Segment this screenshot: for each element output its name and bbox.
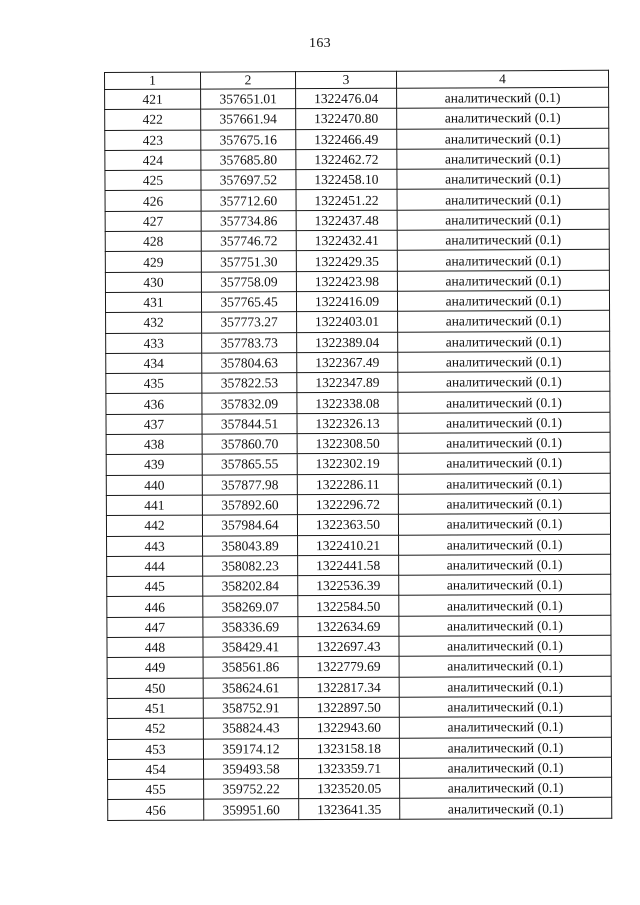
y-coordinate-cell: 1322897.50	[298, 697, 399, 718]
table-row	[106, 493, 610, 515]
point-number-cell: 441	[106, 495, 202, 516]
x-coordinate-cell: 358824.43	[203, 718, 298, 739]
table-row	[107, 635, 611, 657]
table-row	[106, 392, 610, 414]
method-accuracy-cell: аналитический (0.1)	[399, 554, 611, 575]
point-number-cell: 452	[107, 718, 203, 739]
y-coordinate-cell: 1322338.08	[297, 393, 398, 414]
method-accuracy-cell: аналитический (0.1)	[397, 250, 609, 271]
table-row	[107, 534, 611, 556]
method-accuracy-cell: аналитический (0.1)	[399, 635, 611, 656]
y-coordinate-cell: 1322817.34	[298, 677, 399, 698]
page-number: 163	[309, 36, 331, 51]
x-coordinate-cell: 357734.86	[201, 210, 296, 231]
method-accuracy-cell: аналитический (0.1)	[399, 615, 611, 636]
x-coordinate-cell: 357712.60	[201, 190, 296, 211]
table-row	[106, 432, 610, 454]
table-row	[106, 371, 610, 393]
y-coordinate-cell: 1322462.72	[296, 149, 397, 170]
y-coordinate-cell: 1323359.71	[298, 758, 399, 779]
table-row	[105, 290, 609, 312]
table-header	[105, 70, 609, 89]
y-coordinate-cell: 1322416.09	[296, 291, 397, 312]
y-coordinate-cell: 1322584.50	[298, 596, 399, 617]
point-number-cell: 436	[106, 394, 202, 415]
table-row	[107, 676, 611, 698]
table-row	[107, 595, 611, 617]
point-number-cell: 445	[107, 576, 203, 597]
method-accuracy-cell: аналитический (0.1)	[398, 473, 610, 494]
method-accuracy-cell: аналитический (0.1)	[397, 168, 609, 189]
y-coordinate-cell: 1322363.50	[297, 514, 398, 535]
table-row	[107, 615, 611, 637]
x-coordinate-cell: 357892.60	[202, 495, 297, 516]
table-row	[105, 108, 609, 130]
x-coordinate-cell: 358336.69	[203, 616, 298, 637]
method-accuracy-cell: аналитический (0.1)	[399, 737, 611, 758]
y-coordinate-cell: 1322451.22	[296, 190, 397, 211]
point-number-cell: 442	[106, 515, 202, 536]
y-coordinate-cell: 1322536.39	[298, 575, 399, 596]
point-number-cell: 421	[105, 89, 201, 110]
point-number-cell: 429	[105, 251, 201, 272]
point-number-cell: 455	[108, 779, 204, 800]
header-col-3: 3	[296, 71, 397, 88]
table-row	[107, 574, 611, 596]
y-coordinate-cell: 1323520.05	[299, 778, 400, 799]
y-coordinate-cell: 1322476.04	[296, 88, 397, 109]
method-accuracy-cell: аналитический (0.1)	[399, 757, 611, 778]
method-accuracy-cell: аналитический (0.1)	[399, 656, 611, 677]
x-coordinate-cell: 358269.07	[203, 596, 298, 617]
method-accuracy-cell: аналитический (0.1)	[398, 371, 610, 392]
table-row	[108, 777, 612, 799]
table-row	[105, 168, 609, 190]
x-coordinate-cell: 357685.80	[201, 150, 296, 171]
y-coordinate-cell: 1322296.72	[297, 494, 398, 515]
point-number-cell: 437	[106, 414, 202, 435]
coordinates-table	[104, 70, 612, 821]
point-number-cell: 439	[106, 454, 202, 475]
x-coordinate-cell: 359493.58	[203, 758, 298, 779]
method-accuracy-cell: аналитический (0.1)	[399, 574, 611, 595]
x-coordinate-cell: 357675.16	[201, 129, 296, 150]
point-number-cell: 440	[106, 475, 202, 496]
table-row	[107, 554, 611, 576]
point-number-cell: 438	[106, 434, 202, 455]
table-row	[105, 128, 609, 150]
point-number-cell: 430	[105, 272, 201, 293]
x-coordinate-cell: 357804.63	[202, 353, 297, 374]
x-coordinate-cell: 357860.70	[202, 434, 297, 455]
method-accuracy-cell: аналитический (0.1)	[399, 676, 611, 697]
y-coordinate-cell: 1322943.60	[298, 717, 399, 738]
x-coordinate-cell: 359752.22	[204, 779, 299, 800]
method-accuracy-cell: аналитический (0.1)	[397, 270, 609, 291]
y-coordinate-cell: 1322441.58	[298, 555, 399, 576]
table-row	[105, 189, 609, 211]
point-number-cell: 433	[106, 333, 202, 354]
point-number-cell: 432	[106, 312, 202, 333]
y-coordinate-cell: 1322347.89	[297, 372, 398, 393]
point-number-cell: 456	[108, 799, 204, 820]
method-accuracy-cell: аналитический (0.1)	[397, 148, 609, 169]
x-coordinate-cell: 357697.52	[201, 170, 296, 191]
method-accuracy-cell: аналитический (0.1)	[399, 696, 611, 717]
y-coordinate-cell: 1322437.48	[296, 210, 397, 231]
y-coordinate-cell: 1322403.01	[297, 311, 398, 332]
point-number-cell: 435	[106, 373, 202, 394]
point-number-cell: 444	[107, 556, 203, 577]
point-number-cell: 451	[107, 698, 203, 719]
point-number-cell: 422	[105, 109, 201, 130]
table-row	[106, 351, 610, 373]
table-row	[107, 716, 611, 738]
method-accuracy-cell: аналитический (0.1)	[398, 412, 610, 433]
method-accuracy-cell: аналитический (0.1)	[400, 798, 612, 819]
y-coordinate-cell: 1322308.50	[297, 433, 398, 454]
point-number-cell: 446	[107, 596, 203, 617]
point-number-cell: 453	[107, 739, 203, 760]
y-coordinate-cell: 1322432.41	[296, 230, 397, 251]
table-row	[106, 453, 610, 475]
y-coordinate-cell: 1322466.49	[296, 129, 397, 150]
table-row	[106, 473, 610, 495]
point-number-cell: 450	[107, 678, 203, 699]
point-number-cell: 424	[105, 150, 201, 171]
header-row	[105, 70, 609, 89]
x-coordinate-cell: 357773.27	[202, 312, 297, 333]
point-number-cell: 448	[107, 637, 203, 658]
x-coordinate-cell: 357751.30	[201, 251, 296, 272]
table-row	[105, 229, 609, 251]
y-coordinate-cell: 1323641.35	[299, 799, 400, 820]
method-accuracy-cell: аналитический (0.1)	[397, 108, 609, 129]
point-number-cell: 449	[107, 657, 203, 678]
table-row	[108, 798, 612, 820]
x-coordinate-cell: 357783.73	[202, 332, 297, 353]
x-coordinate-cell: 357822.53	[202, 373, 297, 394]
table-row	[107, 757, 611, 779]
method-accuracy-cell: аналитический (0.1)	[398, 311, 610, 332]
method-accuracy-cell: аналитический (0.1)	[398, 331, 610, 352]
table-row	[107, 656, 611, 678]
method-accuracy-cell: аналитический (0.1)	[397, 87, 609, 108]
x-coordinate-cell: 358752.91	[203, 698, 298, 719]
table-row	[105, 270, 609, 292]
method-accuracy-cell: аналитический (0.1)	[399, 534, 611, 555]
y-coordinate-cell: 1322389.04	[297, 332, 398, 353]
method-accuracy-cell: аналитический (0.1)	[398, 392, 610, 413]
table-row	[106, 514, 610, 536]
header-col-2: 2	[201, 72, 296, 89]
point-number-cell: 427	[105, 211, 201, 232]
x-coordinate-cell: 357661.94	[201, 109, 296, 130]
method-accuracy-cell: аналитический (0.1)	[399, 716, 611, 737]
x-coordinate-cell: 357865.55	[202, 454, 297, 475]
table-row	[107, 696, 611, 718]
table-row	[105, 148, 609, 170]
point-number-cell: 443	[107, 536, 203, 557]
point-number-cell: 425	[105, 170, 201, 191]
x-coordinate-cell: 358202.84	[203, 576, 298, 597]
method-accuracy-cell: аналитический (0.1)	[400, 777, 612, 798]
point-number-cell: 454	[107, 759, 203, 780]
method-accuracy-cell: аналитический (0.1)	[398, 351, 610, 372]
y-coordinate-cell: 1323158.18	[298, 738, 399, 759]
method-accuracy-cell: аналитический (0.1)	[397, 128, 609, 149]
x-coordinate-cell: 357758.09	[201, 271, 296, 292]
x-coordinate-cell: 357765.45	[201, 292, 296, 313]
x-coordinate-cell: 358429.41	[203, 637, 298, 658]
x-coordinate-cell: 358043.89	[203, 535, 298, 556]
method-accuracy-cell: аналитический (0.1)	[398, 453, 610, 474]
x-coordinate-cell: 357877.98	[202, 474, 297, 495]
y-coordinate-cell: 1322367.49	[297, 352, 398, 373]
table-row	[106, 311, 610, 333]
y-coordinate-cell: 1322326.13	[297, 413, 398, 434]
x-coordinate-cell: 359951.60	[204, 799, 299, 820]
header-col-1: 1	[105, 72, 201, 89]
point-number-cell: 428	[105, 231, 201, 252]
table-row	[106, 412, 610, 434]
x-coordinate-cell: 357651.01	[201, 89, 296, 110]
y-coordinate-cell: 1322423.98	[296, 271, 397, 292]
x-coordinate-cell: 357844.51	[202, 413, 297, 434]
method-accuracy-cell: аналитический (0.1)	[398, 432, 610, 453]
y-coordinate-cell: 1322429.35	[296, 251, 397, 272]
table-row	[105, 209, 609, 231]
y-coordinate-cell: 1322286.11	[297, 474, 398, 495]
x-coordinate-cell: 357984.64	[202, 515, 297, 536]
method-accuracy-cell: аналитический (0.1)	[397, 189, 609, 210]
method-accuracy-cell: аналитический (0.1)	[397, 209, 609, 230]
point-number-cell: 423	[105, 130, 201, 151]
method-accuracy-cell: аналитический (0.1)	[398, 514, 610, 535]
x-coordinate-cell: 357832.09	[202, 393, 297, 414]
point-number-cell: 426	[105, 191, 201, 212]
y-coordinate-cell: 1322458.10	[296, 169, 397, 190]
x-coordinate-cell: 357746.72	[201, 231, 296, 252]
table-row	[105, 87, 609, 109]
point-number-cell: 431	[105, 292, 201, 313]
method-accuracy-cell: аналитический (0.1)	[399, 595, 611, 616]
x-coordinate-cell: 359174.12	[203, 738, 298, 759]
method-accuracy-cell: аналитический (0.1)	[397, 229, 609, 250]
y-coordinate-cell: 1322634.69	[298, 616, 399, 637]
point-number-cell: 447	[107, 617, 203, 638]
x-coordinate-cell: 358082.23	[203, 555, 298, 576]
y-coordinate-cell: 1322410.21	[298, 535, 399, 556]
x-coordinate-cell: 358624.61	[203, 677, 298, 698]
method-accuracy-cell: аналитический (0.1)	[397, 290, 609, 311]
y-coordinate-cell: 1322302.19	[297, 454, 398, 475]
y-coordinate-cell: 1322779.69	[298, 657, 399, 678]
y-coordinate-cell: 1322470.80	[296, 109, 397, 130]
header-col-4: 4	[396, 70, 608, 88]
x-coordinate-cell: 358561.86	[203, 657, 298, 678]
method-accuracy-cell: аналитический (0.1)	[398, 493, 610, 514]
table-row	[106, 331, 610, 353]
table-body	[105, 87, 612, 820]
table-row	[105, 250, 609, 272]
table-row	[107, 737, 611, 759]
y-coordinate-cell: 1322697.43	[298, 636, 399, 657]
point-number-cell: 434	[106, 353, 202, 374]
